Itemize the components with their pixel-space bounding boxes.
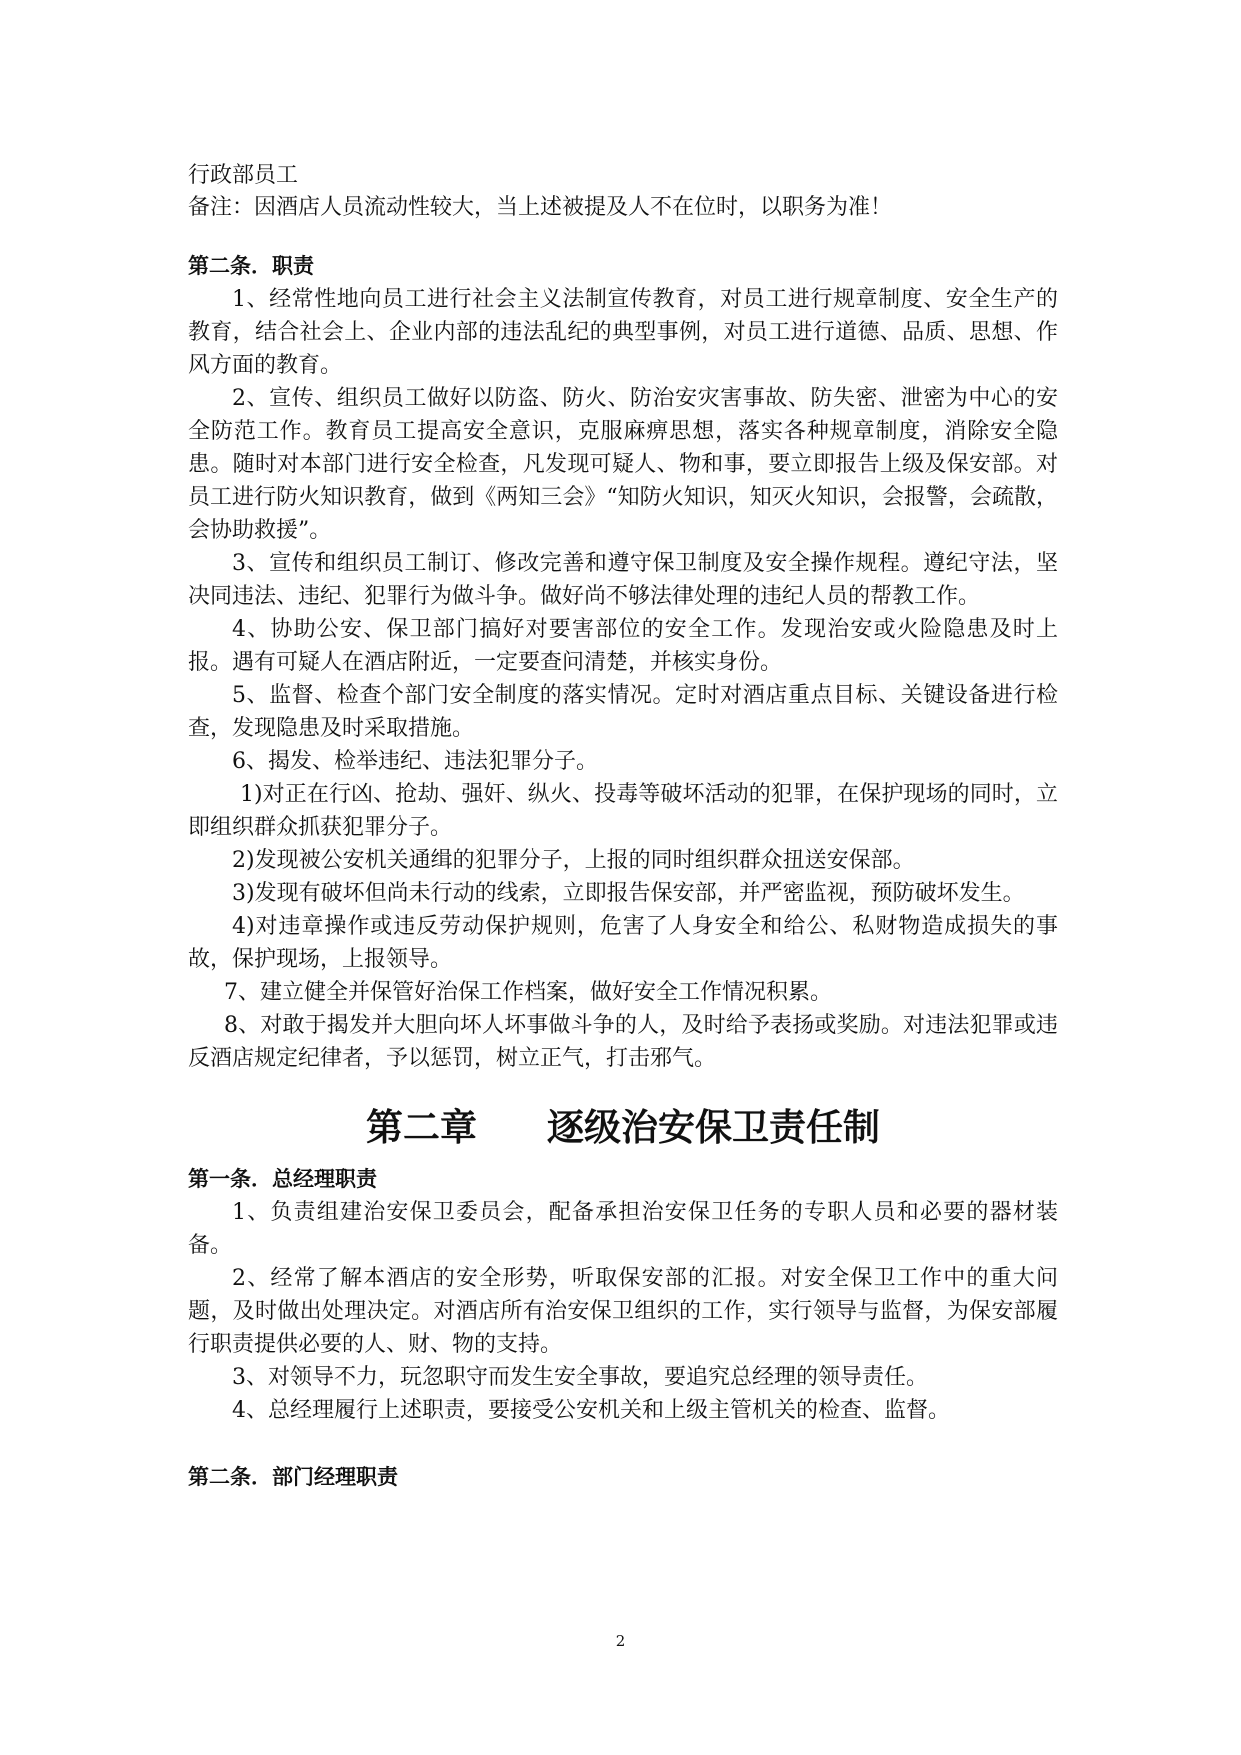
gm-duty-paragraph: 4、总经理履行上述职责，要接受公安机关和上级主管机关的检查、监督。	[232, 1398, 950, 1423]
duty-paragraph: 5、监督、检查个部门安全制度的落实情况。定时对酒店重点目标、关键设备进行检查，发现隐患及时采取措施。	[188, 683, 1058, 741]
duty-subitem: 4)对违章操作或违反劳动保护规则，危害了人身安全和给公、私财物造成损失的事故，保护现场，上报领导。	[188, 914, 1058, 972]
duty-subitem: 1)对正在行凶、抢劫、强奸、纵火、投毒等破坏活动的犯罪，在保护现场的同时，立即组织群众抓获犯罪分子。	[188, 782, 1058, 840]
gm-duty-paragraph: 3、对领导不力，玩忽职守而发生安全事故，要追究总经理的领导责任。	[232, 1365, 928, 1390]
page-number: 2	[615, 1632, 626, 1650]
section-heading-gm-duties: 第一条．总经理职责	[188, 1167, 377, 1191]
chapter-title	[188, 1103, 1058, 1153]
gm-duty-paragraph: 1、负责组建治安保卫委员会，配备承担治安保卫任务的专职人员和必要的器材装备。	[188, 1200, 1058, 1258]
duty-paragraph: 2、宣传、组织员工做好以防盗、防火、防治安灾害事故、防失密、泄密为中心的安全防范工作。教育员工提高安全意识，克服麻痹思想，落实各种规章制度，消除安全隐患。随时对本部门进行安全检查，凡发现可疑人、物和事，要立即报告上级及保安部。对员工进行防火知识教育，做到《两知三会》“知防火知识，知灭火知识，会报警，会疏散，会协助救援”。	[188, 386, 1058, 543]
gm-duty-paragraph: 2、经常了解本酒店的安全形势，听取保安部的汇报。对安全保卫工作中的重大问题，及时做出处理决定。对酒店所有治安保卫组织的工作，实行领导与监督，为保安部履行职责提供必要的人、财、物的支持。	[188, 1266, 1058, 1357]
duty-subitem: 2)发现被公安机关通缉的犯罪分子，上报的同时组织群众扭送安保部。	[232, 848, 915, 873]
duty-paragraph: 6、揭发、检举违纪、违法犯罪分子。	[232, 749, 598, 774]
intro-line: 行政部员工	[188, 163, 299, 188]
section-heading-dept-duties: 第二条．部门经理职责	[188, 1465, 398, 1489]
chapter-name: 逐级治安保卫责任制	[547, 1106, 880, 1149]
duty-paragraph: 4、协助公安、保卫部门搞好对要害部位的安全工作。发现治安或火险隐患及时上报。遇有可疑人在酒店附近，一定要查问清楚，并核实身份。	[188, 617, 1058, 675]
remark-line: 备注：因酒店人员流动性较大，当上述被提及人不在位时，以职务为准！	[188, 195, 893, 220]
section-heading-duties: 第二条．职责	[188, 254, 314, 278]
duty-paragraph: 3、宣传和组织员工制订、修改完善和遵守保卫制度及安全操作规程。遵纪守法，坚决同违法、违纪、犯罪行为做斗争。做好尚不够法律处理的违纪人员的帮教工作。	[188, 551, 1058, 609]
chapter-number: 第二章	[366, 1106, 477, 1149]
duty-paragraph: 1、经常性地向员工进行社会主义法制宣传教育，对员工进行规章制度、安全生产的教育，结合社会上、企业内部的违法乱纪的典型事例，对员工进行道德、品质、思想、作风方面的教育。	[188, 287, 1058, 378]
duty-paragraph: 8、对敢于揭发并大胆向坏人坏事做斗争的人，及时给予表扬或奖励。对违法犯罪或违反酒店规定纪律者，予以惩罚，树立正气，打击邪气。	[188, 1013, 1058, 1071]
duty-paragraph: 7、建立健全并保管好治保工作档案，做好安全工作情况积累。	[224, 980, 832, 1005]
duty-subitem: 3)发现有破坏但尚未行动的线索，立即报告保安部，并严密监视，预防破坏发生。	[232, 881, 1025, 906]
document-page	[188, 160, 1058, 1494]
